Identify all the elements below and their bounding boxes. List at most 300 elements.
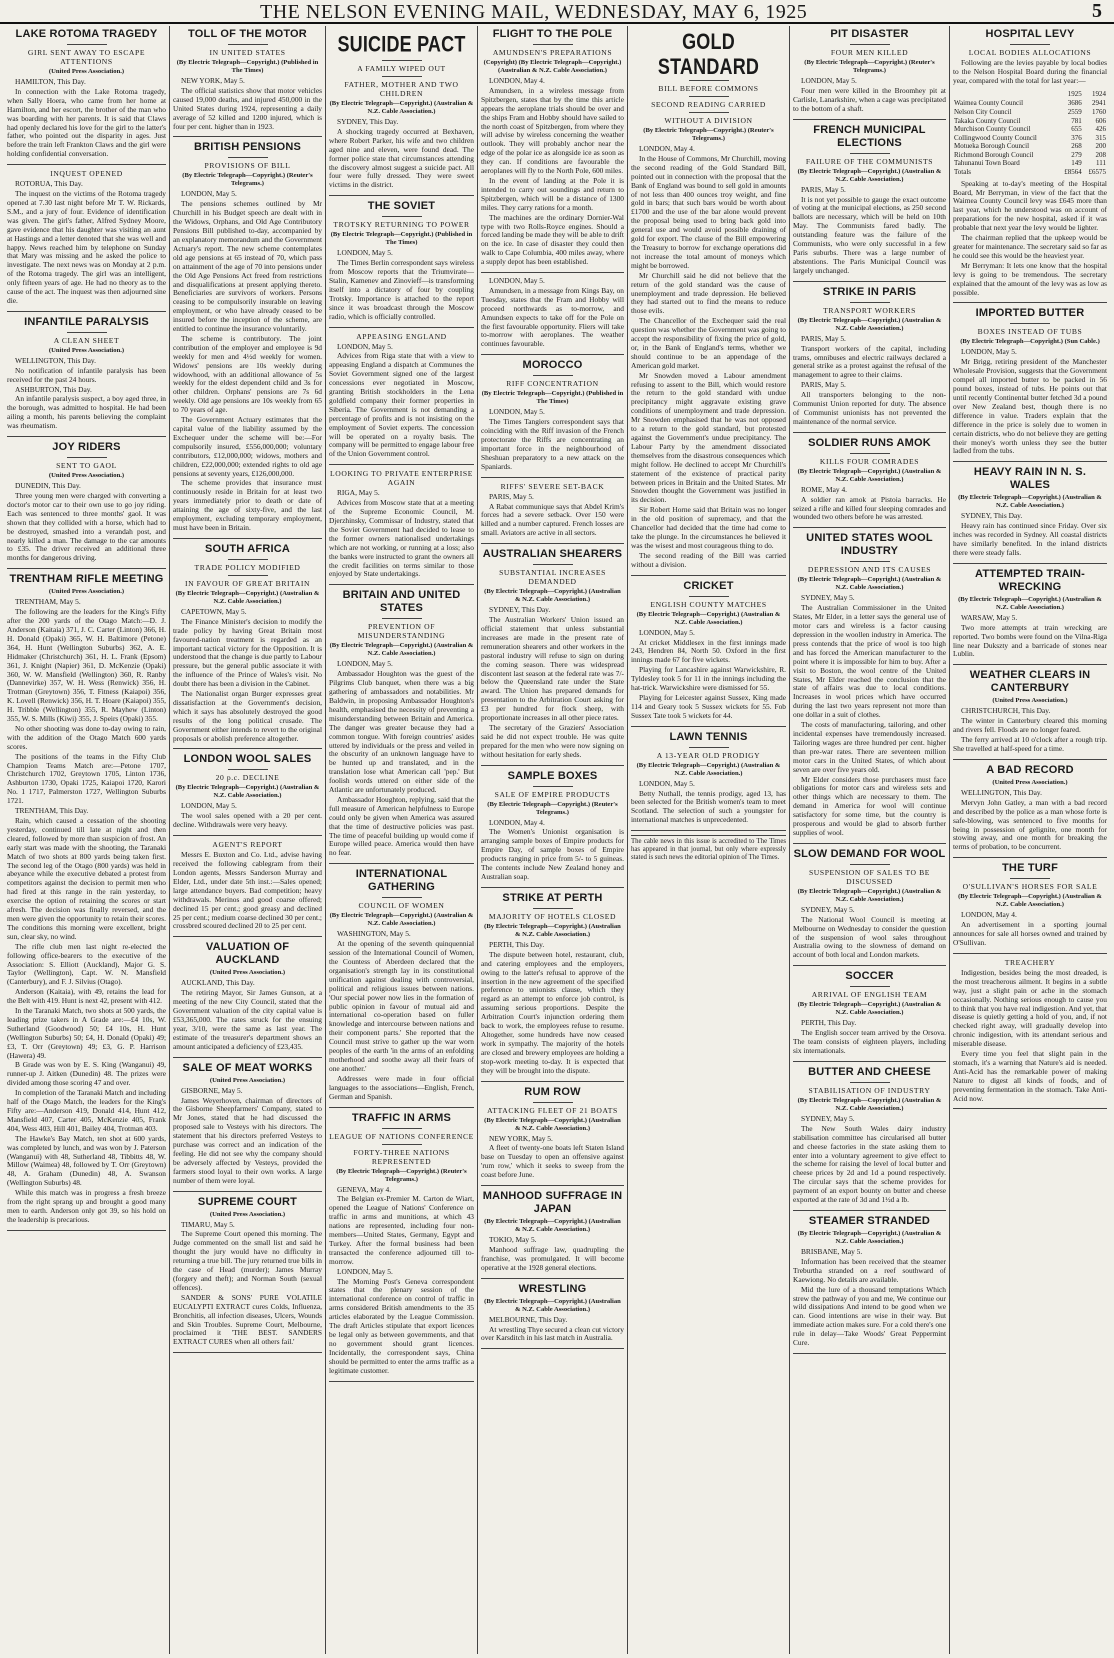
subheading: A FAMILY WIPED OUT [357, 64, 446, 73]
table-cell: 606 [1095, 116, 1106, 125]
byline-credit: (United Press Association.) [209, 1076, 286, 1084]
article [481, 892, 624, 1082]
paragraph: LONDON, May 5. [337, 341, 393, 351]
article [481, 1190, 624, 1279]
headline: INFANTILE PARALYSIS [24, 315, 149, 328]
divider-rule [228, 44, 268, 45]
paragraph: The New South Wales dairy industry stabilisation committee has circularised all butter and cheese factories in the state asking them to enter into a voluntary agreement to give effect to the scheme for raising the level of local butter and cheese prices by 2d and 1d a pound respectively. The circular says that the scheme provides for payment of an export bounty on butter and cheese exported at the rate of 3d and 1½d a lb. [793, 1123, 946, 1205]
paragraph: A Rabat communique says that Abdel Krim's forces had a severe setback. Over 150 were killed and a number captured. French losses are small. Aviators are active in all sectors. [481, 501, 624, 538]
subheading: TRANSPORT WORKERS [823, 305, 916, 315]
paragraph: Manhood suffrage law, quadrupling the franchise, was promulgated. It will become operative at the 1928 general elections. [481, 1244, 624, 1272]
paragraph: PERTH, This Day. [801, 1018, 857, 1028]
divider-rule [228, 559, 268, 560]
article [7, 316, 166, 437]
divider-rule [689, 80, 729, 81]
headline: SOUTH AFRICA [204, 542, 291, 555]
paragraph: TIMARU, May 5. [181, 1219, 235, 1229]
subheading: AGENT'S REPORT [212, 840, 283, 850]
paragraph: WASHINGTON, May 5. [337, 929, 411, 939]
paragraph: SYDNEY, May 5. [801, 593, 855, 603]
page-number: 5 [1092, 0, 1102, 22]
divider-rule [382, 216, 422, 217]
table-cell: 3686 [1067, 99, 1082, 108]
table-cell: 1760 [1092, 107, 1106, 116]
divider-rule [689, 747, 729, 748]
paragraph: Mr Berryman: It lets one know that the hospital levy is going to be tremendous. The secretary explained that the amount of the levy was as low as possible. [953, 260, 1107, 297]
divider-rule [228, 157, 268, 158]
divider-rule [382, 60, 422, 61]
paragraph: PARIS, May 5. [801, 184, 846, 194]
table-header: 1925 [1067, 89, 1082, 98]
paragraph: At wrestling Thye secured a clean cut victory over Karsditch in his last match in Australia. [481, 1324, 624, 1343]
byline-credit: (By Electric Telegraph—Copyright.) (Australian & N.Z. Cable Association.) [484, 1116, 621, 1132]
column-4 [478, 26, 628, 1654]
byline-credit: (By Electric Telegraph—Copyright.) (Australian & N.Z. Cable Association.) [175, 784, 320, 800]
article [173, 941, 322, 1057]
paragraph: Mervyn John Gatley, a man with a bad record and described by the police as a man whose forte is safe-blowing, was sentenced to five months for being in possession of gelignite, one month for stowing away, and one month for breaking the terms of probation, to be concurrent. [953, 797, 1107, 852]
paragraph: Four men were killed in the Broomhey pit at Carlisle, Lanarkshire, when a cage was precipitated to the bottom of a shaft. [793, 85, 946, 113]
paragraph: A soldier ran amok at Pistoia barracks. He seized a rifle and killed four sleeping comrades and wounded two others before he was arrested. [793, 494, 946, 522]
table-header [953, 89, 1059, 100]
byline-credit: (By Electric Telegraph—Copyright.) (Australian & N.Z. Cable Association.) [797, 576, 942, 592]
article [7, 169, 166, 312]
article [173, 1196, 322, 1354]
headline: PIT DISASTER [830, 28, 909, 40]
paragraph: LONDON, May 5. [489, 276, 545, 286]
subheading: DEPRESSION AND ITS CAUSES [807, 565, 932, 575]
article [953, 764, 1107, 858]
paragraph: Mr Brigg, retiring president of the Manchester Wholesale Provision, suggests that the Government compel all imported butter to be packed in 56 pound boxes, instead of tubs. He points out that until recently Continental butter fetched 3d a pound over New Zealand best, though there is no difference in value. Traders explain that the difference in the price is solely due to women in certain districts, who do not believe they are getting their money's worth unless they see the butter ladled from the tubs. [953, 357, 1107, 456]
divider-rule [228, 575, 268, 576]
paragraph: The Australian Workers' Union issued an official statement that unless substantial increases are made in the present rate of remuneration shearers and other workers in the pastoral industry will refuse to sign on during the coming season. There was widespread discontent last season at the federal rate was 7/- below the Queensland rate under the State award. The Union has prepared demands for presentation to the Arbitration Court asking for £3 per hundred for flock sheep, with proportionate increases in all other piece rates. [481, 615, 624, 723]
article [329, 589, 474, 864]
article [953, 862, 1107, 954]
paragraph: LONDON, May 5. [639, 778, 695, 788]
paragraph: Information has been received that the steamer Treburtha stranded on a reef southward of Kaewiong. No details are available. [793, 1256, 946, 1284]
headline: STRIKE IN PARIS [822, 285, 917, 298]
paragraph: Ambassador Houghton was the guest of the Pilgrims Club banquet, when there was a big gathering of ambassadors and notabilities. Mr Baldwin, in proposing Ambassador Houghton's health, emphasised the necessity of preventing a misunderstanding between Britain and America. The danger was greater because they had a common tongue. With foreign countries' asides uttered by individuals or the press and veiled in the obscurity of an unknown language have to be hunted up and translated, and in the translation lose what American call 'pep.' But foolish words uttered on either side of the Atlantic are unfortunately produced. [329, 669, 474, 795]
table-cell: 2559 [1067, 107, 1082, 116]
paragraph: The chairman replied that the upkeep would be greater for maintenance. The secretary said so far as he could see this would be the heaviest year. [953, 233, 1107, 260]
headline: JOY RIDERS [52, 441, 121, 454]
article [173, 1062, 322, 1192]
article [631, 29, 786, 576]
paragraph: LONDON, May 4. [489, 817, 545, 827]
article [481, 277, 624, 355]
subheading: FORTY-THREE NATIONS REPRESENTED [353, 1147, 450, 1166]
article [631, 731, 786, 832]
paragraph: Speaking at to-day's meeting of the Hospital Board, Mr Berryman, in view of the fact that the Waimea County Council levy was £645 more than last year, which he understood was on account of preparations for the new hospital, asked if it was probable that next year the levy would be lighter. [953, 178, 1107, 233]
paragraph: The Women's Unionist organisation is arranging sample boxes of Empire products for Empire Day, of sample boxes of Empire products ranging in price from 5/- to 5 guineas. The contents include New Zealand honey and Australian soap. [481, 827, 624, 881]
editorial-note: The cable news in this issue is accredited to The Times has appeared in that journal, but only where expressly stated is such news the editorial opinion of The Times. [631, 835, 786, 862]
paragraph: The ferry arrived at 10 o'clock after a rough trip. She travelled at half-speed for a time. [953, 735, 1107, 753]
byline-credit: (By Electric Telegraph—Copyright.) (Australian & N.Z. Cable Association.) [958, 893, 1102, 909]
headline: LAWN TENNIS [669, 730, 748, 743]
article [481, 1283, 624, 1350]
byline-credit: (By Electric Telegraph—Copyright.) (Australian & N.Z. Cable Association.) [484, 588, 621, 604]
paragraph: All transporters belonging to the non-Communist Union reported for duty. The absence of Communist unionists has not prevented the maintenance of the normal service. [793, 390, 946, 426]
headline: MANHOOD SUFFRAGE IN JAPAN [482, 1190, 623, 1216]
paragraph: LONDON, May 5. [639, 627, 695, 637]
table-row [953, 125, 1107, 134]
article [793, 532, 946, 843]
byline-credit: (By Electric Telegraph—Copyright.) (Australian & N.Z. Cable Association.) [484, 1218, 621, 1234]
paragraph: The Hawke's Bay Match, ten shot at 600 yards, was completed by lunch, and was won by J. Paterson (Wanganui) with 48, Sutherland 48, Tibbitts 48, W. Millow (Waimea) 48, followed by T. Orr (Greytown) 48, A. Graham (Dunedin) 48, A. Swanson (Wellington Suburbs) 48. [7, 1133, 166, 1188]
subheading: SUBSTANTIAL INCREASES DEMANDED [499, 568, 606, 587]
paragraph: TOKIO, May 5. [489, 1235, 537, 1245]
paragraph: The Chancellor of the Exchequer said the real question was whether the Government was going to accept the responsibility of fixing the price of gold, or, in the Bank of England's terms, whether we should continue to be an appendage of the American gold market. [631, 316, 786, 370]
headline: SALE OF MEAT WORKS [182, 1061, 313, 1074]
divider-rule [850, 986, 890, 987]
paragraph: DUNEDIN, This Day. [15, 481, 81, 491]
subheading: IN FAVOUR OF GREAT BRITAIN [184, 578, 311, 588]
headline: HOSPITAL LEVY [985, 28, 1075, 40]
divider-rule [382, 1144, 422, 1145]
headline: MOROCCO [522, 359, 583, 372]
byline-credit: (Copyright) (By Electric Telegraph—Copyright.) (Australian & N.Z. Cable Association.) [483, 59, 622, 74]
paragraph: NEW YORK, May 5. [489, 1133, 553, 1143]
divider-rule [382, 618, 422, 619]
paragraph: LONDON, May 4. [961, 910, 1017, 920]
paragraph: Messrs E. Buxton and Co. Ltd., advise having received the following cablegram from their London agents, Messrs Sanderson Murray and Elder, Ltd., under date 5th inst.:—Sales opened; large attendance buyers. Bad competition; heavy withdrawals. Merinos and good coarse offered; declined 15 per cent.; good greasy and declined 25 per cent.; medium coarse declined 30 per cent.; crossbred scoured declined 20 to 25 per cent. [173, 850, 322, 931]
paragraph: The scheme is contributory. The joint contribution of the employer and employee is 9d weekly for men and 4½d weekly for women. Widows' pensions are 10s weekly during widowhood, with an additional allowance of 5s weekly for the eldest dependent child and 3s for other children. Orphans' pensions are 7s 6d weekly. Old age pensions are 10s weekly from 65 to 70 years of age. [173, 333, 322, 415]
table-header-row [953, 89, 1107, 100]
paragraph: LONDON, May 4. [489, 76, 545, 85]
paragraph: Mr Churchill said he did not believe that the return of the gold standard was the cause of unemployment and trade depression. He believed they had started out to find the means to reduce those evils. [631, 270, 786, 316]
paragraph: WELLINGTON, This Day. [15, 355, 96, 365]
byline-credit: (United Press Association.) [992, 697, 1068, 705]
paragraph: It is not yet possible to gauge the exact outcome of voting at the municipal elections, as 250 second ballots are necessary, which will be held on 10th May. The Communists fared badly. The outstanding feature was the failure of the Communists, who were only successful in a few Paris suburbs. There was a large number of abstentions. The Paris Municipal Council was largely unchanged. [793, 194, 946, 275]
paragraph: The Supreme Court opened this morning. The Judge commented on the small list and said he thought the jury would have no difficulty in returning a true bill. The jury returned true bills in the case of Head (murder); James Murray (forgery and theft); and Norman South (sexual offences). [173, 1229, 322, 1292]
headline: SLOW DEMAND FOR WOOL [793, 847, 946, 860]
subheading: WITHOUT A DIVISION [664, 116, 753, 125]
paragraph: LONDON, May 5. [337, 1266, 393, 1276]
headline: STRIKE AT PERTH [502, 891, 603, 904]
paragraph: SANDER & SONS' PURE VOLATILE EUCALYPTI EXTRACT cures Colds, Influenza, Bronchitis, all infection diseases, Ulcers, Wounds and Skin Troubles. Supreme Court, Melbourne, proclaimed it 'THE BEST. SANDERS EXTRACT CURES when all others fail.' [173, 1292, 322, 1347]
table-row [953, 108, 1107, 117]
paragraph: Mr Snowden moved a Labour amendment refusing to assent to the Bill, which would restore the return to the gold standard with undue precipitancy might aggravate existing grave conditions of unemployment and trade depression. Mr Snowden emphasised that he was not opposed to a return to the gold standard, but protested against the Government's undue precipitancy. The Labour Party by the amendment dissociated themselves from the disastrous consequences which might follow. He declined to accept Mr Churchill's statement of the existence of practical parity between prices in Britain and the United States. Mr Snowden thought the Government was justified in its decision. [631, 370, 786, 505]
paragraph: The Government Actuary estimates that the capital value of the liability assumed by the Exchequer under the scheme will be:—For compulsorily insured, £556,000,000; voluntary contributors, £12,000,000; widows, mothers and children, £22,000,000; extended rights to old age pensions at seventy years, £126,000,000. [173, 415, 322, 478]
article [173, 753, 322, 836]
byline-credit: (United Press Association.) [48, 68, 125, 75]
paragraph: The scheme provides that insurance must continuously reside in Britain for at least two years immediately prior to death or date of attaining the age of sixty-five, and the last employment, excluding temporary employment, must have been in Britain. [173, 478, 322, 532]
byline-credit: (By Electric Telegraph—Copyright.) (Reuter's Telegrams.) [643, 127, 774, 142]
divider-rule [850, 561, 890, 562]
paragraph: SYDNEY, This Day. [337, 117, 399, 126]
paragraph: Playing for Leicester against Sussex, King made 114 and Geary took 5 Sussex wickets for 55. Fob Sussex Tate took 5 wickets for 44. [631, 692, 786, 720]
levy-table [953, 89, 1107, 177]
headline: BUTTER AND CHEESE [808, 1065, 931, 1078]
divider-rule [67, 44, 107, 45]
byline-credit: (By Electric Telegraph—Copyright.) (Reuter's Telegrams.) [182, 172, 313, 188]
paragraph: Transport workers of the capital, including trams, omnibuses and electric railways declared a general strike as a protest against the refusal of the management to agree to their claims. [793, 343, 946, 380]
masthead [0, 0, 1114, 24]
divider-rule [850, 453, 890, 454]
article [631, 580, 786, 727]
paragraph: No other shooting was done to-day owing to rain, with the addition of the Otago Match 600 yards scores. [7, 723, 166, 751]
column-3 [326, 26, 478, 1654]
divider-rule [382, 897, 422, 898]
byline-credit: (By Electric Telegraph—Copyright.) (Published in The Times) [176, 59, 319, 74]
headline: VALUATION OF AUCKLAND [205, 941, 290, 967]
paragraph: James Weyerhoven, chairman of directors of the Gisborne Sheepfarmers' Company, stated to Mr Jones, stated that he had discussed the proposed sale to Vesteys with his directors. The statement that his directors preferred Vesteys to purchase was correct and an indication of the feeling. He did not see why the company should be adversely affected by Vesteys, provided the farmers stood loyal to their own works. A large number of them were loyal. [173, 1095, 322, 1185]
byline-credit: (By Electric Telegraph—Copyright.) (Australian & N.Z. Cable Association.) [958, 595, 1102, 611]
headline: TRAFFIC IN ARMS [351, 1111, 452, 1124]
paragraph: The Times Tangiers correspondent says that coinciding with the Riff invasion of the French protectorate the Riffs are concentrating an important force in the neighbourhood of Sheshuan preparatory to a new attack on the Spaniards. [481, 417, 624, 471]
paragraph: B Grade was won by E. S. King (Wanganui) 49, runner-up J. Aitken (Dunedin) 48. The prizes were divided among those scoring 47 and over. [7, 1060, 166, 1088]
byline-credit: (United Press Association.) [992, 778, 1068, 786]
paragraph: At the opening of the seventh quinquennial session of the International Council of Women, the Countess of Aberdeen declared that the organisation's strength lay in its constitutional unification against dealing with controversial, political and religious issues between nations. 'Our special power now lies in the formation of public opinion in favour of mutual aid and international co-operation based on fuller knowledge and intercourse between nations and their component parts.' She reported that the Council must strive to gather up the war worn peoples of the earth 'in the arms of an enfolding motherhood and soothe away all their fears of one another.' [329, 939, 474, 1073]
byline-credit: (United Press Association.) [209, 969, 286, 977]
article [793, 848, 946, 966]
paragraph: The secretary of the Graziers' Association said he did not expect trouble. He was quite prepared for the men who were now signing on without hesitation for early sheds. [481, 722, 624, 759]
divider-rule [533, 375, 573, 376]
subheading: A 13-YEAR OLD PRODIGY [656, 750, 761, 760]
subheading: TROTSKY RETURNING TO POWER [333, 220, 470, 230]
paragraph: SYDNEY, This Day. [489, 605, 551, 615]
byline-credit: (United Press Association.) [48, 588, 125, 596]
subheading: AMUNDSEN'S PREPARATIONS [492, 48, 613, 57]
subheading: SALE OF EMPIRE PRODUCTS [494, 789, 611, 799]
paragraph: The pensions schemes outlined by Mr Churchill in his Budget speech are dealt with in the Widows, Orphans, and Old Age Contributory Pensions Bill published to-day, accompanied by an explanatory memorandum and the Government Actuary's report. The new scheme contemplates old age pensions at 65 instead of 70, which pass on attainment of the age of 70 into pensions under the Old Age Pensions Act freed from restrictions and disqualifications at present applying thereto. Beneficiaries are survivors of workers. Persons ceasing to be compulsorily insurable on leaving employment, or who have already ceased to be insured before the inception of the scheme, are entitled to continue the insurance voluntarily. [173, 199, 322, 334]
column-6 [790, 26, 950, 1654]
article [481, 482, 624, 545]
article [793, 286, 946, 433]
table-cell: 208 [1095, 150, 1106, 159]
subheading: BOXES INSTEAD OF TUBS [977, 327, 1083, 337]
subheading: FOUR MEN KILLED [830, 48, 909, 57]
table-cell: Motueka Borough Council [954, 142, 1030, 151]
divider-rule [689, 96, 729, 97]
paragraph: Rain, which caused a cessation of the shooting yesterday, continued till late at night and then cleared, followed by more than suspicion of frost. An early start was made with the shooting, the Taranaki Match of two shots at 800 yards being taken first. The second leg of the Otago (800 yards) was held in abeyance while the executive debated a protest from competitors against the decision to permit men who had fired at this range in the rain yesterday, to exercise the option of retaining the scores or start afresh. The decision was finally reversed, and the men were given the opportunity to retain their scores. The conditions this morning were excellent, bright sun, clear sky, no wind. [7, 816, 166, 941]
byline-credit: (By Electric Telegraph—Copyright.) (Australian & N.Z. Cable Association.) [797, 1096, 942, 1112]
paragraph: Amundsen, in a message from Kings Bay, on Tuesday, states that the Fram and Hobby will proceed northwards as to-morrow, and Amundsen expects to take off for the Pole on the first favourable opportunity. Fliers will take to-morrow with aeroplanes. The weather continues favourable. [481, 285, 624, 349]
paragraph: PARIS, May 5. [801, 333, 846, 343]
byline-credit: (By Electric Telegraph—Copyright.) (Australian & N.Z. Cable Association.) [636, 761, 781, 777]
headline: UNITED STATES WOOL INDUSTRY [806, 532, 933, 558]
article [481, 770, 624, 888]
table-cell: 426 [1095, 125, 1106, 134]
article [793, 970, 946, 1062]
table-cell: 149 [1071, 159, 1082, 168]
table-cell: 376 [1071, 133, 1082, 142]
paragraph: No notification of infantile paralysis has been received for the past 24 hours. [7, 365, 166, 384]
paragraph: Following are the levies payable by local bodies to the Nelson Hospital Board during the financial year, compared with the total for last year:— [953, 58, 1107, 85]
paragraph: Playing for Lancashire against Warwickshire, R. Tyldesley took 5 for 11 in the innings including the hat-trick. Warwickshire were dismissed for 55. [631, 665, 786, 693]
paragraph: LONDON, May 5. [489, 407, 545, 417]
byline-credit: (United Press Association.) [209, 1210, 286, 1218]
paragraph: SYDNEY, May 5. [801, 1113, 855, 1123]
paragraph: TRENTHAM, May 5. [15, 597, 81, 607]
paragraph: CHRISTCHURCH, This Day. [961, 706, 1051, 716]
subheading: TREACHERY [1004, 957, 1056, 967]
byline-credit: (By Electric Telegraph—Copyright.) (Australian & N.Z. Cable Association.) [958, 494, 1102, 510]
table-cell: Collingwood County Council [954, 133, 1037, 142]
paragraph: The dispute between hotel, restaurant, club, and catering employees and the employers, owing to the latter's refusal to approve of the insertion in the new agreement of the specified preference to unionists clause, which they regard as an attempt to enforce job control, is assuming serious proportions. Despite the Arbitration Court's injunction ordering them back to work, the employees refuse to resume. Altogether, some hundreds have now ceased work in sympathy. The majority of the hotels are closed and brewery employees are holding a stop-work meeting to-day. It is expected that they will be brought into the dispute. [481, 949, 624, 1075]
paragraph: Heavy rain has continued since Friday. Over six inches was recorded in Sydney. All coastal districts have similarly benefited. In the inland districts there were steady falls. [953, 521, 1107, 557]
subheading: GIRL SENT AWAY TO ESCAPE ATTENTIONS [27, 48, 146, 66]
table-cell: £8564 [1064, 168, 1082, 177]
byline-credit: (By Electric Telegraph—Copyright.) (Reuter's Telegrams.) [336, 1167, 467, 1183]
table-cell: Takaka County Council [954, 116, 1021, 125]
paragraph: LONDON, May 5. [801, 76, 857, 85]
paragraph: In the event of landing at the Pole it is intended to carry out soundings and return to Spitzbergen, which will be a distance of 1300 miles. They carry rations for a month. [481, 175, 624, 212]
divider-rule [533, 1102, 573, 1103]
subheading: PROVISIONS OF BILL [204, 161, 291, 171]
article [7, 441, 166, 569]
subheading: BILL BEFORE COMMONS [658, 84, 759, 93]
column-7 [950, 26, 1110, 1654]
subheading: IN UNITED STATES [209, 48, 286, 57]
table-cell: Nelson City Council [954, 107, 1012, 116]
divider-rule [689, 596, 729, 597]
subheading: LOCAL BODIES ALLOCATIONS [968, 48, 1092, 57]
subheading: TRADE POLICY MODIFIED [194, 562, 301, 572]
article [481, 1086, 624, 1187]
paragraph: Three young men were charged with converting a doctor's motor car to their own use to go joy riding. Each was sentenced to three months' gaol. It was shown that they collided with a horse, which had to be destroyed, smashed into a verandah post, and nearly killed a man. The damage to the car amounts to £35. The driver received an additional three months for dangerous driving. [7, 491, 166, 563]
divider-rule [850, 864, 890, 865]
paper-title: THE NELSON EVENING MAIL, WEDNESDAY, MAY 6, 1925 [260, 1, 808, 23]
byline-credit: (By Electric Telegraph—Copyright.) (Australian & N.Z. Cable Association.) [797, 887, 942, 903]
paragraph: The machines are the ordinary Dornier-Wal type with two Rolls-Royce engines. Should a forced landing be made they will be able to drift on the ice. In case of disaster they could then walk to Cape Columbia, 400 miles away, where a supply depot has been established. [481, 212, 624, 267]
article [481, 28, 624, 273]
table-cell: 279 [1071, 150, 1082, 159]
table-cell: Murchison County Council [954, 125, 1031, 134]
divider-rule [228, 769, 268, 770]
byline-credit: (By Electric Telegraph—Copyright.) (Australian & N.Z. Cable Association.) [797, 467, 942, 483]
article [953, 958, 1107, 1110]
paragraph: WELLINGTON, This Day. [961, 787, 1042, 797]
table-cell: Totals [954, 168, 972, 177]
paragraph: WARSAW, May 5. [961, 612, 1018, 622]
paragraph: LONDON, May 5. [961, 347, 1017, 357]
paragraph: PARIS, May 5. [801, 380, 846, 390]
byline-credit: (By Electric Telegraph—Copyright.) (Australian & N.Z. Cable Association.) [329, 642, 474, 658]
paragraph: A shocking tragedy occurred at Bexhaven, where Robert Parker, his wife and two children aged nine and eleven, were found dead. The former police state that circumstances attending the discovery almost suggest a suicide pact. All four were fully dressed. They were sweet victims in the district. [329, 126, 474, 190]
headline: THE SOVIET [367, 200, 436, 213]
paragraph: The National Wool Council is meeting at Melbourne on Wednesday to consider the question of the suspension of wool sales throughout Australia owing to the slowness of demand on account of both local and London markets. [793, 914, 946, 960]
paragraph: NEW YORK, May 5. [181, 76, 245, 85]
headline: SAMPLE BOXES [507, 769, 598, 782]
headline: GOLD STANDARD [657, 29, 760, 79]
paragraph: HAMILTON, This Day. [15, 77, 86, 86]
headline: BRITISH PENSIONS [193, 141, 302, 154]
byline-credit: (By Electric Telegraph—Copyright.) (Australian & N.Z. Cable Association.) [797, 1001, 942, 1017]
article [481, 548, 624, 765]
headline: STEAMER STRANDED [808, 1214, 931, 1227]
table-cell: 655 [1071, 125, 1082, 134]
divider-rule [850, 302, 890, 303]
paragraph: The Australian Commissioner in the United States, Mr Elder, in a letter says the general use of motor cars and wireless is a factor causing depression in the woollen industry in America. The press contends that the price of wool is too high and has forced the American manufacturer to the point where it is impossible for him to buy. After a visit to Boston, the wool centre of the United States, Mr Elder reached the conclusion that the state of affairs was due to local conditions. Increases in wool prices which have occurred during the last two years represent not more than one dollar in a suit of clothes. [793, 603, 946, 720]
article [953, 669, 1107, 760]
headline: SOLDIER RUNS AMOK [808, 436, 931, 449]
table-row [953, 151, 1107, 160]
byline-credit: (By Electric Telegraph—Copyright.) (Australian & N.Z. Cable Association.) [329, 912, 474, 928]
table-cell: Tahunanui Town Board [954, 159, 1020, 168]
paragraph: PERTH, This Day. [489, 939, 545, 949]
paragraph: ASHBURTON, This Day. [15, 384, 92, 394]
divider-rule [67, 457, 107, 458]
headline: WRESTLING [518, 1282, 587, 1295]
subheading: SECOND READING CARRIED [651, 100, 766, 109]
divider-rule [850, 153, 890, 154]
article [329, 200, 474, 327]
article [793, 1066, 946, 1211]
divider-rule [533, 786, 573, 787]
article [7, 573, 166, 1231]
paragraph: An infantile paralysis suspect, a boy aged three, in the borough, was admitted to hospital. He had been ailing a month, his parents believing the complaint was rheumatism. [7, 394, 166, 431]
paragraph: SYDNEY, May 5. [801, 904, 855, 914]
paragraph: The Nationalist organ Burger expresses great dissatisfaction at the Government's decision, which it says has absolutely destroyed the good results of the long political crusade. The Government either intends to revert to the original proposals or abolish preference altogether. [173, 689, 322, 743]
column-2 [170, 26, 326, 1654]
article [329, 332, 474, 466]
article [953, 28, 1107, 303]
paragraph: Advices from Moscow state that at a meeting of the Supreme Economic Council, M. Djerzhinsky, Commissar of Industry, stated that the Soviet Government had decided to lease to the former owners nationalised undertakings which are not working, or running at a loss; also the banks were instructed to grant the owners all the credit facilities on terms similar to those enjoyed by State undertakings. [329, 498, 474, 579]
table-row [953, 117, 1107, 126]
headline: LAKE ROTOMA TRAGEDY [15, 28, 158, 40]
subheading: SUSPENSION OF SALES TO BE DISCUSSED [808, 867, 931, 886]
headline: IMPORTED BUTTER [975, 307, 1085, 320]
paragraph: The English soccer team arrived by the Orsova. The team consists of eighteen players, including six internationals. [793, 1028, 946, 1055]
paragraph: LONDON, May 5. [337, 659, 393, 669]
byline-credit: (By Electric Telegraph—Copyright.) (Australian & N.Z. Cable Association.) [175, 589, 320, 605]
paragraph: CAPETOWN, May 5. [181, 606, 247, 616]
paragraph: Mr Elder considers those purchasers must face obligations for motor cars and wireless sets and other things which are necessary to them. The demand in America for wool will continue satisfactory for some time, but the country is prosperous and would be glad to absorb further supplies of wool. [793, 774, 946, 837]
divider-rule [689, 112, 729, 113]
divider-rule [1010, 323, 1050, 324]
subheading: O'SULLIVAN'S HORSES FOR SALE [962, 882, 1098, 892]
paragraph: Betty Nuthall, the tennis prodigy, aged 13, has been selected for the British women's team to meet Scotland. The selection of such a youngster for international matches is unprecedented. [631, 788, 786, 825]
subheading: ENGLISH COUNTY MATCHES [650, 599, 767, 609]
byline-credit: (By Electric Telegraph—Copyright.) (Australian & N.Z. Cable Association.) [329, 100, 474, 115]
paragraph: Anderson (Kaitaia), with 49, retains the lead for the Belt with 419. Hunt is next 42, present with 412. [7, 987, 166, 1006]
article [793, 437, 946, 529]
paragraph: LONDON, May 5. [337, 248, 393, 258]
paragraph: TRENTHAM, This Day. [15, 806, 89, 816]
table-cell: Waimea County Council [954, 99, 1024, 108]
subheading: A CLEAN SHEET [53, 335, 120, 345]
subheading: LEAGUE OF NATIONS CONFERENCE [329, 1131, 474, 1141]
paragraph: The Times Berlin correspondent says wireless from Moscow reports that the Triumvirate—Stalin, Kamenev and Zinovieff—is transforming itself into a dictatory of four by coupling Trotsky. Importance is attached to the report since it was broadcast through the Moscow radio, which is officially controlled. [329, 258, 474, 321]
byline-credit: (By Electric Telegraph—Copyright.) (Published in The Times) [481, 390, 624, 406]
subheading: RIFF CONCENTRATION [506, 379, 599, 389]
paragraph: MELBOURNE, This Day. [489, 1314, 568, 1324]
paragraph: A fleet of twenty-one boats left Staten Island base on Tuesday to open an offensive against 'rum row,' which it seeks to sweep from the coast before June. [481, 1143, 624, 1180]
article [953, 466, 1107, 564]
headline: SUICIDE PACT [337, 31, 466, 57]
divider-rule [382, 76, 422, 77]
subheading: LOOKING TO PRIVATE ENTERPRISE AGAIN [330, 469, 473, 488]
paragraph: SYDNEY, This Day. [961, 511, 1023, 521]
paragraph: LONDON, May 4. [639, 144, 695, 153]
paragraph: ROTORUA, This Day. [15, 179, 83, 189]
headline: HEAVY RAIN IN N. S. WALES [973, 466, 1087, 492]
paragraph: The second reading of the Bill was carried without a division. [631, 550, 786, 569]
byline-credit: (United Press Association.) [48, 472, 125, 480]
paragraph: AUCKLAND, This Day. [181, 978, 255, 988]
article [793, 124, 946, 282]
subheading: SENT TO GAOL [56, 461, 117, 471]
subheading: RIFFS' SEVERE SET-BACK [500, 481, 605, 491]
headline: CRICKET [683, 579, 734, 592]
paragraph: Sir Robert Horne said that Britain was no longer in the old position of supremacy, and that the Chancellor had decided that the time had come to take the plunge. In the circumstances he believed it was the wisest and most courageous thing to do. [631, 505, 786, 550]
article [7, 28, 166, 165]
paragraph: In connection with the Lake Rotoma tragedy, when Sally Hoera, who came from her home at Hamilton, and her escort, the brother of the man who was boarding with her parents. It is said that Claws had openly declared his love for the girl to the latter's father, who pointed out the disparity in ages. Just before the train left Frankton Claws and the girl were holding confidential conversation. [7, 86, 166, 159]
headline: SOCCER [845, 970, 894, 983]
divider-rule [67, 332, 107, 333]
paragraph: The Finance Minister's decision to modify the trade policy by having Great Britain most favoured-nation treatment is regarded as an important tactical victory for the Opposition. It is understood that the change is due partly to Labour pressure, but the general public associate it with the influence of the Prince of Wales's visit. No doubt there has been a division in the Cabinet. [173, 616, 322, 689]
column-5 [628, 26, 790, 1654]
